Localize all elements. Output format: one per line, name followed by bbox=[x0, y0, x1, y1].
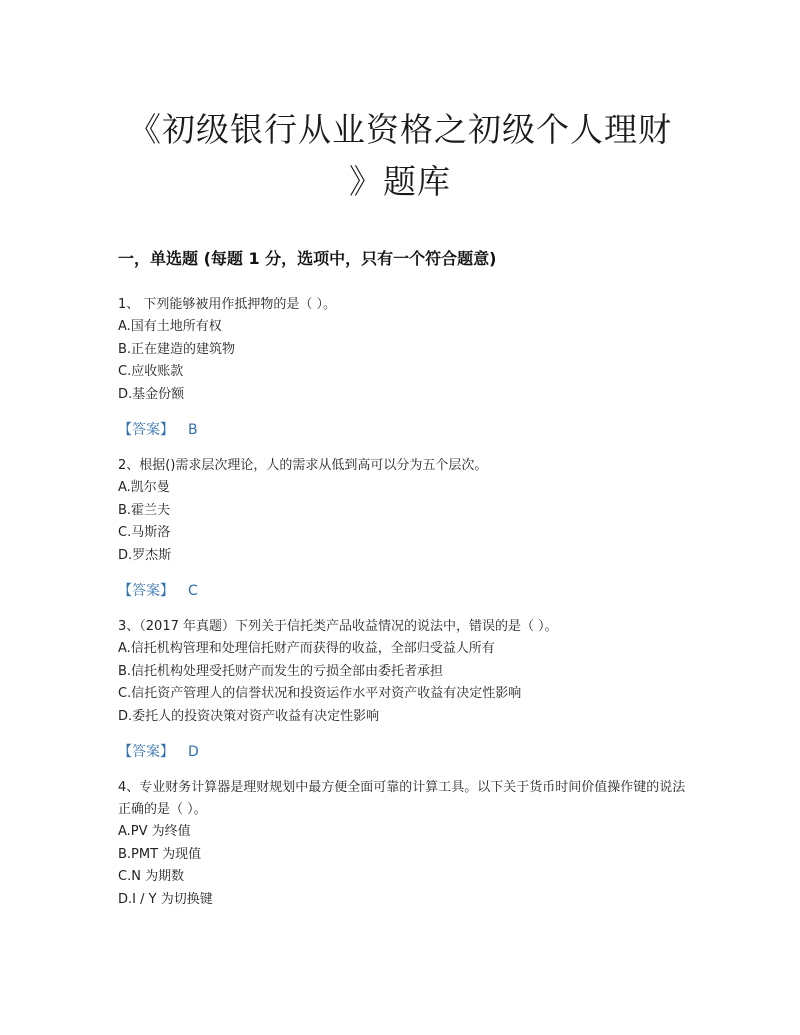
answer-line bbox=[118, 580, 688, 602]
answer-label: 【答案】 bbox=[118, 422, 174, 438]
question-1 bbox=[118, 294, 688, 441]
question-2 bbox=[118, 455, 688, 602]
option-a: A.凯尔曼 bbox=[118, 480, 170, 495]
answer-value: C bbox=[188, 583, 198, 599]
title-line-2: 》题库 bbox=[349, 162, 451, 201]
title-line-1: 《初级银行从业资格之初级个人理财 bbox=[128, 110, 672, 149]
option-a: A.信托机构管理和处理信托财产而获得的收益，全部归受益人所有 bbox=[118, 641, 495, 656]
question-3 bbox=[118, 616, 688, 763]
option-a: A.PV 为终值 bbox=[118, 824, 191, 839]
option-b: B.信托机构处理受托财产而发生的亏损全部由委托者承担 bbox=[118, 663, 444, 679]
question-list bbox=[118, 294, 688, 911]
option-d: D.I / Y 为切换键 bbox=[118, 891, 213, 907]
option-c: C.应收账款 bbox=[118, 364, 184, 379]
option-b: B.正在建造的建筑物 bbox=[118, 341, 236, 357]
answer-label: 【答案】 bbox=[118, 583, 174, 599]
option-d: D.基金份额 bbox=[118, 386, 185, 402]
option-b: B.霍兰夫 bbox=[118, 502, 171, 518]
question-stem: 1、 下列能够被用作抵押物的是（ ）。 bbox=[118, 297, 337, 312]
option-c: C.信托资产管理人的信誉状况和投资运作水平对资产收益有决定性影响 bbox=[118, 686, 522, 701]
answer-label: 【答案】 bbox=[118, 744, 174, 760]
option-c: C.N 为期数 bbox=[118, 869, 185, 884]
answer-value: D bbox=[188, 744, 199, 760]
question-4 bbox=[118, 777, 688, 911]
document-title bbox=[110, 104, 690, 208]
option-d: D.委托人的投资决策对资产收益有决定性影响 bbox=[118, 708, 380, 724]
answer-value: B bbox=[188, 422, 198, 438]
question-stem: 3、（2017 年真题）下列关于信托类产品收益情况的说法中，错误的是（ ）。 bbox=[118, 619, 558, 634]
question-stem: 4、专业财务计算器是理财规划中最方便全面可靠的计算工具。以下关于货币时间价值操作键的说法正确的是（ ）。 bbox=[118, 780, 686, 817]
option-d: D.罗杰斯 bbox=[118, 547, 172, 563]
section-heading: 一，单选题 (每题 1 分，选项中，只有一个符合题意) bbox=[118, 249, 497, 268]
option-b: B.PMT 为现值 bbox=[118, 846, 202, 862]
question-stem: 2、根据()需求层次理论，人的需求从低到高可以分为五个层次。 bbox=[118, 458, 488, 473]
answer-line bbox=[118, 419, 688, 441]
option-a: A.国有土地所有权 bbox=[118, 319, 222, 334]
option-c: C.马斯洛 bbox=[118, 525, 171, 540]
answer-line bbox=[118, 741, 688, 763]
